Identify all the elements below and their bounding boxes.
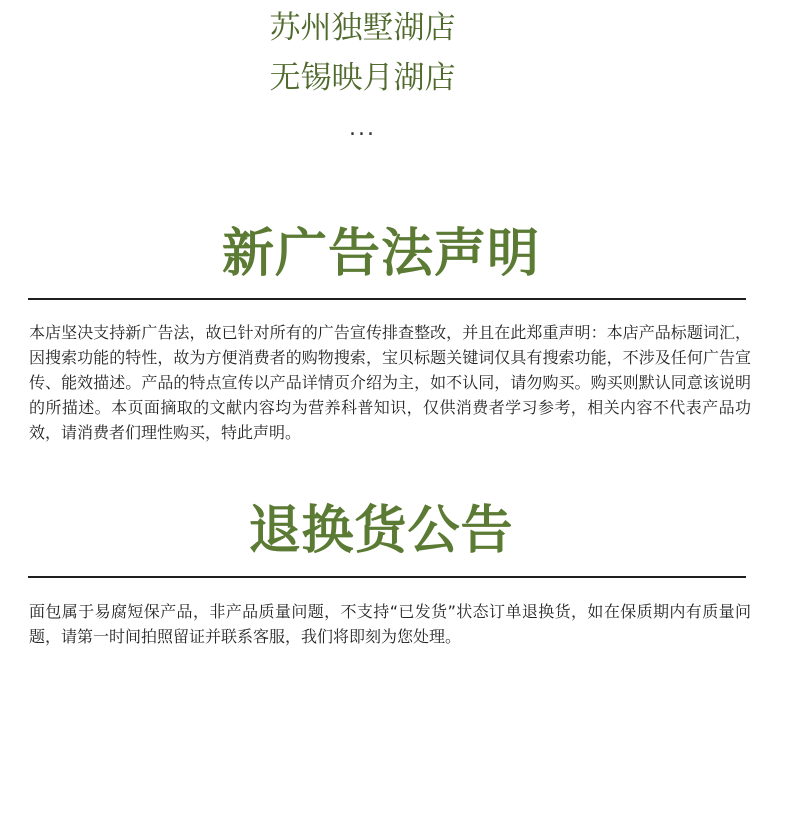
return-notice-title: 退换货公告: [248, 501, 514, 561]
store-name: 无锡映月湖店: [269, 60, 456, 96]
ad-statement-body: 本店坚决支持新广告法，故已针对所有的广告宣传排查整改，并且在此郑重声明：本店产品标题词汇，因搜索功能的特性，故为方便消费者的购物搜索，宝贝标题关键词仅具有搜索功能，不涉及任何广告宣传、能效描述。产品的特点宣传以产品详情页介绍为主，如不认同，请勿购买。购买则默认同意该说明的所描述。本页面摘取的文献内容均为营养科普知识，仅供消费者学习参考，相关内容不代表产品功效，请消费者们理性购买，特此声明。: [29, 323, 751, 442]
store-name: 苏州独墅湖店: [269, 10, 456, 46]
section-divider: [28, 576, 746, 578]
more-stores-ellipsis: ...: [349, 116, 376, 141]
return-notice-body: 面包属于易腐短保产品，非产品质量问题，不支持“已发货”状态订单退换货，如在保质期内有质量问题，请第一时间拍照留证并联系客服，我们将即刻为您处理。: [29, 602, 751, 646]
section-divider: [28, 298, 746, 300]
ad-statement-title: 新广告法声明: [221, 224, 540, 284]
